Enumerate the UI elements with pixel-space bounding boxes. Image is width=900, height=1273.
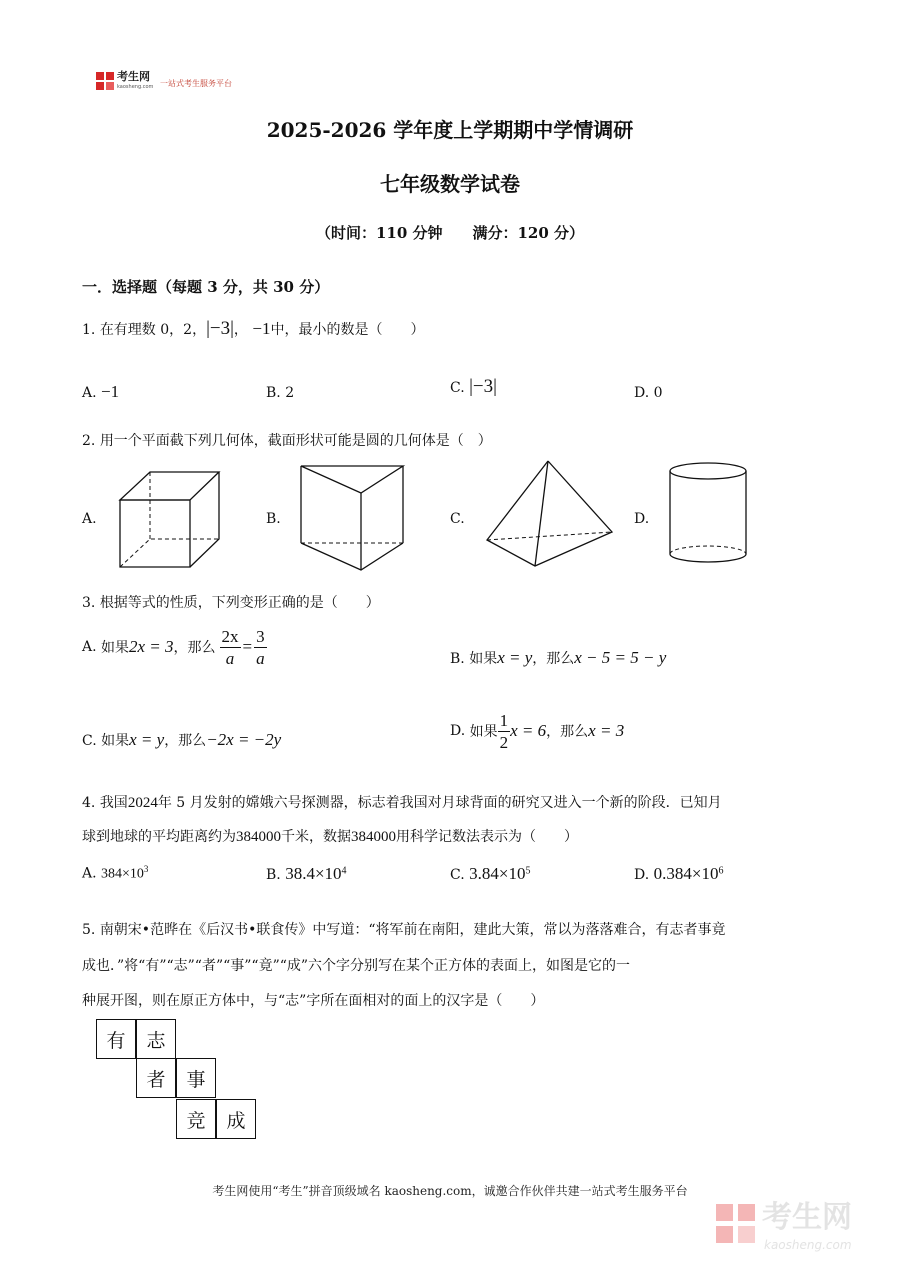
exam-subtitle: 七年级数学试卷 <box>380 172 520 196</box>
q4-option-c[interactable]: C. $3.84\times 10^5$ <box>450 864 531 883</box>
watermark-logo-icon <box>716 1204 756 1244</box>
question-3: 3. 根据等式的性质，下列变形正确的是（ ） <box>82 595 380 611</box>
logo-slogan: 一站式考生服务平台 <box>160 79 232 88</box>
exam-title: 2025-2026 学年度上学期期中学情调研 <box>266 118 634 142</box>
q4-option-d[interactable]: D. $0.384\times 10^6$ <box>634 864 724 883</box>
question-4-line-2: 球到地球的平均距离约为384000千米，数据384000用科学记数法表示为（ ） <box>82 829 578 845</box>
q3-option-a[interactable]: A. 如果 2x = 3 ，那么 $\frac{2x}{a}$ = $\frac{3}{a}$ <box>82 626 265 668</box>
question-5-line-2: 成也．”将“有”“志”“者”“事”“竟”“成”六个字分别写在某个正方体的表面上，如图是它的一 <box>82 958 631 974</box>
question-5-line-3: 种展开图，则在原正方体中，与“志”字所在面相对的面上的汉字是（ ） <box>82 993 545 1009</box>
cylinder-figure <box>666 460 750 568</box>
q1-abs: |−3| <box>206 318 234 339</box>
logo-name: 考生网 <box>117 70 150 83</box>
q3-option-b[interactable]: B. 如果x = y，那么x − 5 = 5 − y <box>450 648 667 667</box>
q1-number: 1. <box>82 322 96 338</box>
q4-option-a[interactable]: A. $384\times 10^3$ <box>82 864 149 882</box>
question-2: 2. 用一个平面截下列几何体，截面形状可能是圆的几何体是（ ） <box>82 433 492 449</box>
q1-neg: −1 <box>252 319 271 338</box>
section-title: 一．选择题（每题 3 分，共 30 分） <box>82 278 330 296</box>
question-4-line-1: 4. 我国2024年 5 月发射的嫦娥六号探测器，标志着我国对月球背面的研究又进入一个新的阶段．已知月 <box>82 795 722 811</box>
q4-option-b[interactable]: B. $38.4\times 10^4$ <box>266 864 347 883</box>
q2-option-b[interactable]: B. <box>266 511 281 527</box>
net-cell: 有 <box>96 1019 136 1059</box>
q1-text-mid: ， <box>233 322 248 338</box>
q3-option-c[interactable]: C. 如果x = y，那么−2x = −2y <box>82 730 282 749</box>
q1-text-pre: 在有理数 0，2， <box>99 322 207 338</box>
net-cell: 志 <box>136 1019 176 1059</box>
q1-option-a[interactable]: A. −1 <box>82 382 120 401</box>
q2-option-d[interactable]: D. <box>634 511 650 527</box>
question-1 <box>82 318 424 340</box>
q1-option-d[interactable]: D. 0 <box>634 385 663 401</box>
cube-figure <box>115 468 225 572</box>
pyramid-figure <box>484 458 616 570</box>
net-cell: 者 <box>136 1058 176 1098</box>
exam-meta: （时间：110 分钟 满分：120 分） <box>315 224 585 242</box>
kaosheng-logo-icon <box>96 72 114 90</box>
question-5-line-1: 5. 南朝宋•范晔在《后汉书•联食传》中写道：“将军前在南阳，建此大策，常以为落落难合，有志者事竟 <box>82 922 726 938</box>
q1-option-c[interactable]: C. |−3| <box>450 376 497 397</box>
watermark <box>716 1200 886 1260</box>
q3-option-d[interactable]: D. 如果 $\frac{1}{2}$ x = 6 ，那么 x = 3 <box>450 710 625 752</box>
q1-option-b[interactable]: B. 2 <box>266 385 295 401</box>
net-cell: 竞 <box>176 1099 216 1139</box>
net-cell: 事 <box>176 1058 216 1098</box>
watermark-name: 考生网 <box>762 1200 852 1235</box>
page-footer: 考生网使用“考生”拼音顶级域名 kaosheng.com，诚邀合作伙伴共建一站式考生服务平台 <box>212 1184 688 1198</box>
q1-text-post: 中，最小的数是（ ） <box>270 322 425 338</box>
q2-option-a[interactable]: A. <box>82 511 97 527</box>
logo-domain: kaosheng.com <box>117 84 154 90</box>
prism-figure <box>298 463 408 575</box>
net-cell: 成 <box>216 1099 256 1139</box>
q2-option-c[interactable]: C. <box>450 511 465 527</box>
watermark-domain: kaosheng.com <box>764 1238 852 1252</box>
